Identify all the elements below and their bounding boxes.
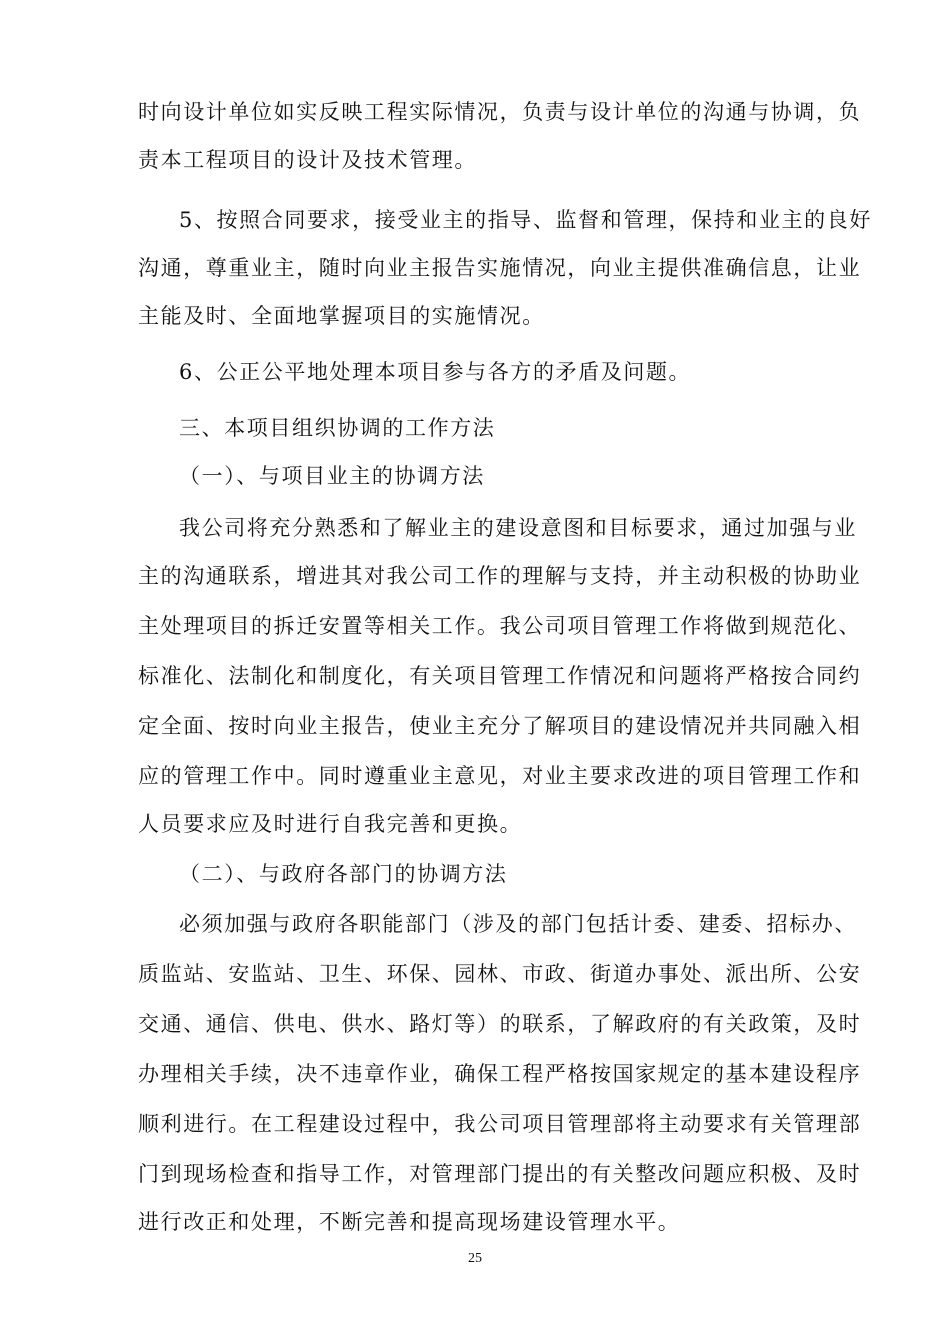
text-line-11: 主处理项目的拆迁安置等相关工作。我公司项目管理工作将做到规范化、	[138, 614, 862, 638]
text-line-17: 必须加强与政府各职能部门（涉及的部门包括计委、建委、招标办、	[179, 912, 857, 936]
page-number: 25	[468, 1251, 482, 1266]
subsection-heading-1: （一）、与项目业主的协调方法	[179, 464, 485, 488]
text-line-5: 主能及时、全面地掌握项目的实施情况。	[138, 304, 545, 328]
text-line-19: 交通、通信、供电、供水、路灯等）的联系，了解政府的有关政策，及时	[138, 1012, 862, 1036]
subsection-heading-2: （二）、与政府各部门的协调方法	[179, 862, 508, 886]
text-line-14: 应的管理工作中。同时遵重业主意见，对业主要求改进的项目管理工作和	[138, 764, 862, 788]
text-line-23: 进行改正和处理，不断完善和提高现场建设管理水平。	[138, 1210, 681, 1234]
text-line-20: 办理相关手续，决不违章作业，确保工程严格按国家规定的基本建设程序	[138, 1062, 862, 1086]
text-line-4: 沟通，尊重业主，随时向业主报告实施情况，向业主提供准确信息，让业	[138, 256, 862, 280]
text-line-13: 定全面、按时向业主报告，使业主充分了解项目的建设情况并共同融入相	[138, 714, 862, 738]
text-line-1: 时向设计单位如实反映工程实际情况，负责与设计单位的沟通与协调，负	[138, 100, 862, 124]
text-line-15: 人员要求应及时进行自我完善和更换。	[138, 812, 523, 836]
text-line-21: 顺利进行。在工程建设过程中，我公司项目管理部将主动要求有关管理部	[138, 1112, 862, 1136]
text-line-18: 质监站、安监站、卫生、环保、园林、市政、街道办事处、派出所、公安	[138, 962, 862, 986]
text-line-10: 主的沟通联系，增进其对我公司工作的理解与支持，并主动积极的协助业	[138, 564, 862, 588]
text-line-9: 我公司将充分熟悉和了解业主的建设意图和目标要求，通过加强与业	[179, 516, 857, 540]
text-line-22: 门到现场检查和指导工作，对管理部门提出的有关整改问题应积极、及时	[138, 1162, 862, 1186]
text-line-3: 5、按照合同要求，接受业主的指导、监督和管理，保持和业主的良好	[179, 208, 872, 232]
section-heading: 三、本项目组织协调的工作方法	[179, 416, 496, 440]
text-line-6: 6、公正公平地处理本项目参与各方的矛盾及问题。	[179, 360, 692, 384]
text-line-2: 责本工程项目的设计及技术管理。	[138, 148, 477, 172]
text-line-12: 标准化、法制化和制度化，有关项目管理工作情况和问题将严格按合同约	[138, 664, 862, 688]
